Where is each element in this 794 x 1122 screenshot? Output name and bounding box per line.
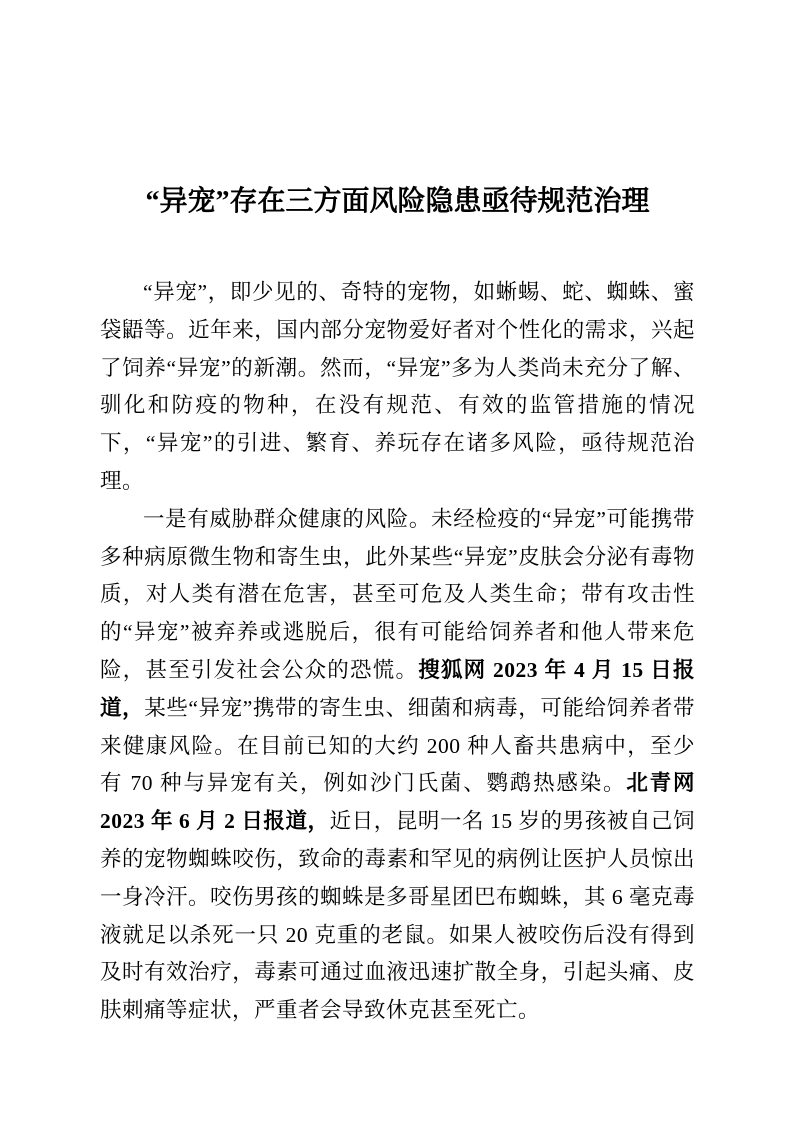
souhu-news-citation: 搜狐网 2023 年 4 月 15 日报道，	[100, 657, 695, 720]
document-content	[100, 182, 695, 1030]
paragraph-intro-text: “异宠”，即少见的、奇特的宠物，如蜥蜴、蛇、蜘蛛、蜜袋鼯等。近年来，国内部分宠物爱好者对个性化的需求，兴起了饲养“异宠”的新潮。然而，“异宠”多为人类尚未充分了解、驯化和防疫的物种，在没有规范、有效的监管措施的情况下，“异宠”的引进、繁育、养玩存在诸多风险，亟待规范治理。	[100, 280, 695, 493]
paragraph-risk-one-text-3: 近日，昆明一名 15 岁的男孩被自己饲养的宠物蜘蛛咬伤，致命的毒素和罕见的病例让医护人员惊出一身冷汗。咬伤男孩的蜘蛛是多哥星团巴布蜘蛛，其 6 毫克毒液就足以杀死一只 20 克重的老鼠。如果人被咬伤后没有得到及时有效治疗，毒素可通过血液迅速扩散全身，引起头痛、皮肤刺痛等症状，严重者会导致休克甚至死亡。	[100, 809, 696, 1023]
document-title: “异宠”存在三方面风险隐患亟待规范治理	[145, 186, 650, 217]
paragraph-risk-one	[100, 501, 695, 1030]
paragraph-risk-one-text-1: 一是有威胁群众健康的风险。未经检疫的“异宠”可能携带多种病原微生物和寄生虫，此外某些“异宠”皮肤会分泌有毒物质，对人类有潜在危害，甚至可危及人类生命；带有攻击性的“异宠”被弃养或逃脱后，很有可能给饲养者和他人带来危险，甚至引发社会公众的恐慌。	[100, 506, 695, 682]
paragraph-risk-one-text-2: 某些“异宠”携带的寄生虫、细菌和病毒，可能给饲养者带来健康风险。在目前已知的大约 200 种人畜共患病中，至少有 70 种与异宠有关，例如沙门氏菌、鹦鹉热感染。	[100, 695, 695, 796]
paragraph-intro	[100, 274, 695, 501]
beiqing-news-citation: 北青网 2023 年 6 月 2 日报道，	[100, 771, 695, 834]
